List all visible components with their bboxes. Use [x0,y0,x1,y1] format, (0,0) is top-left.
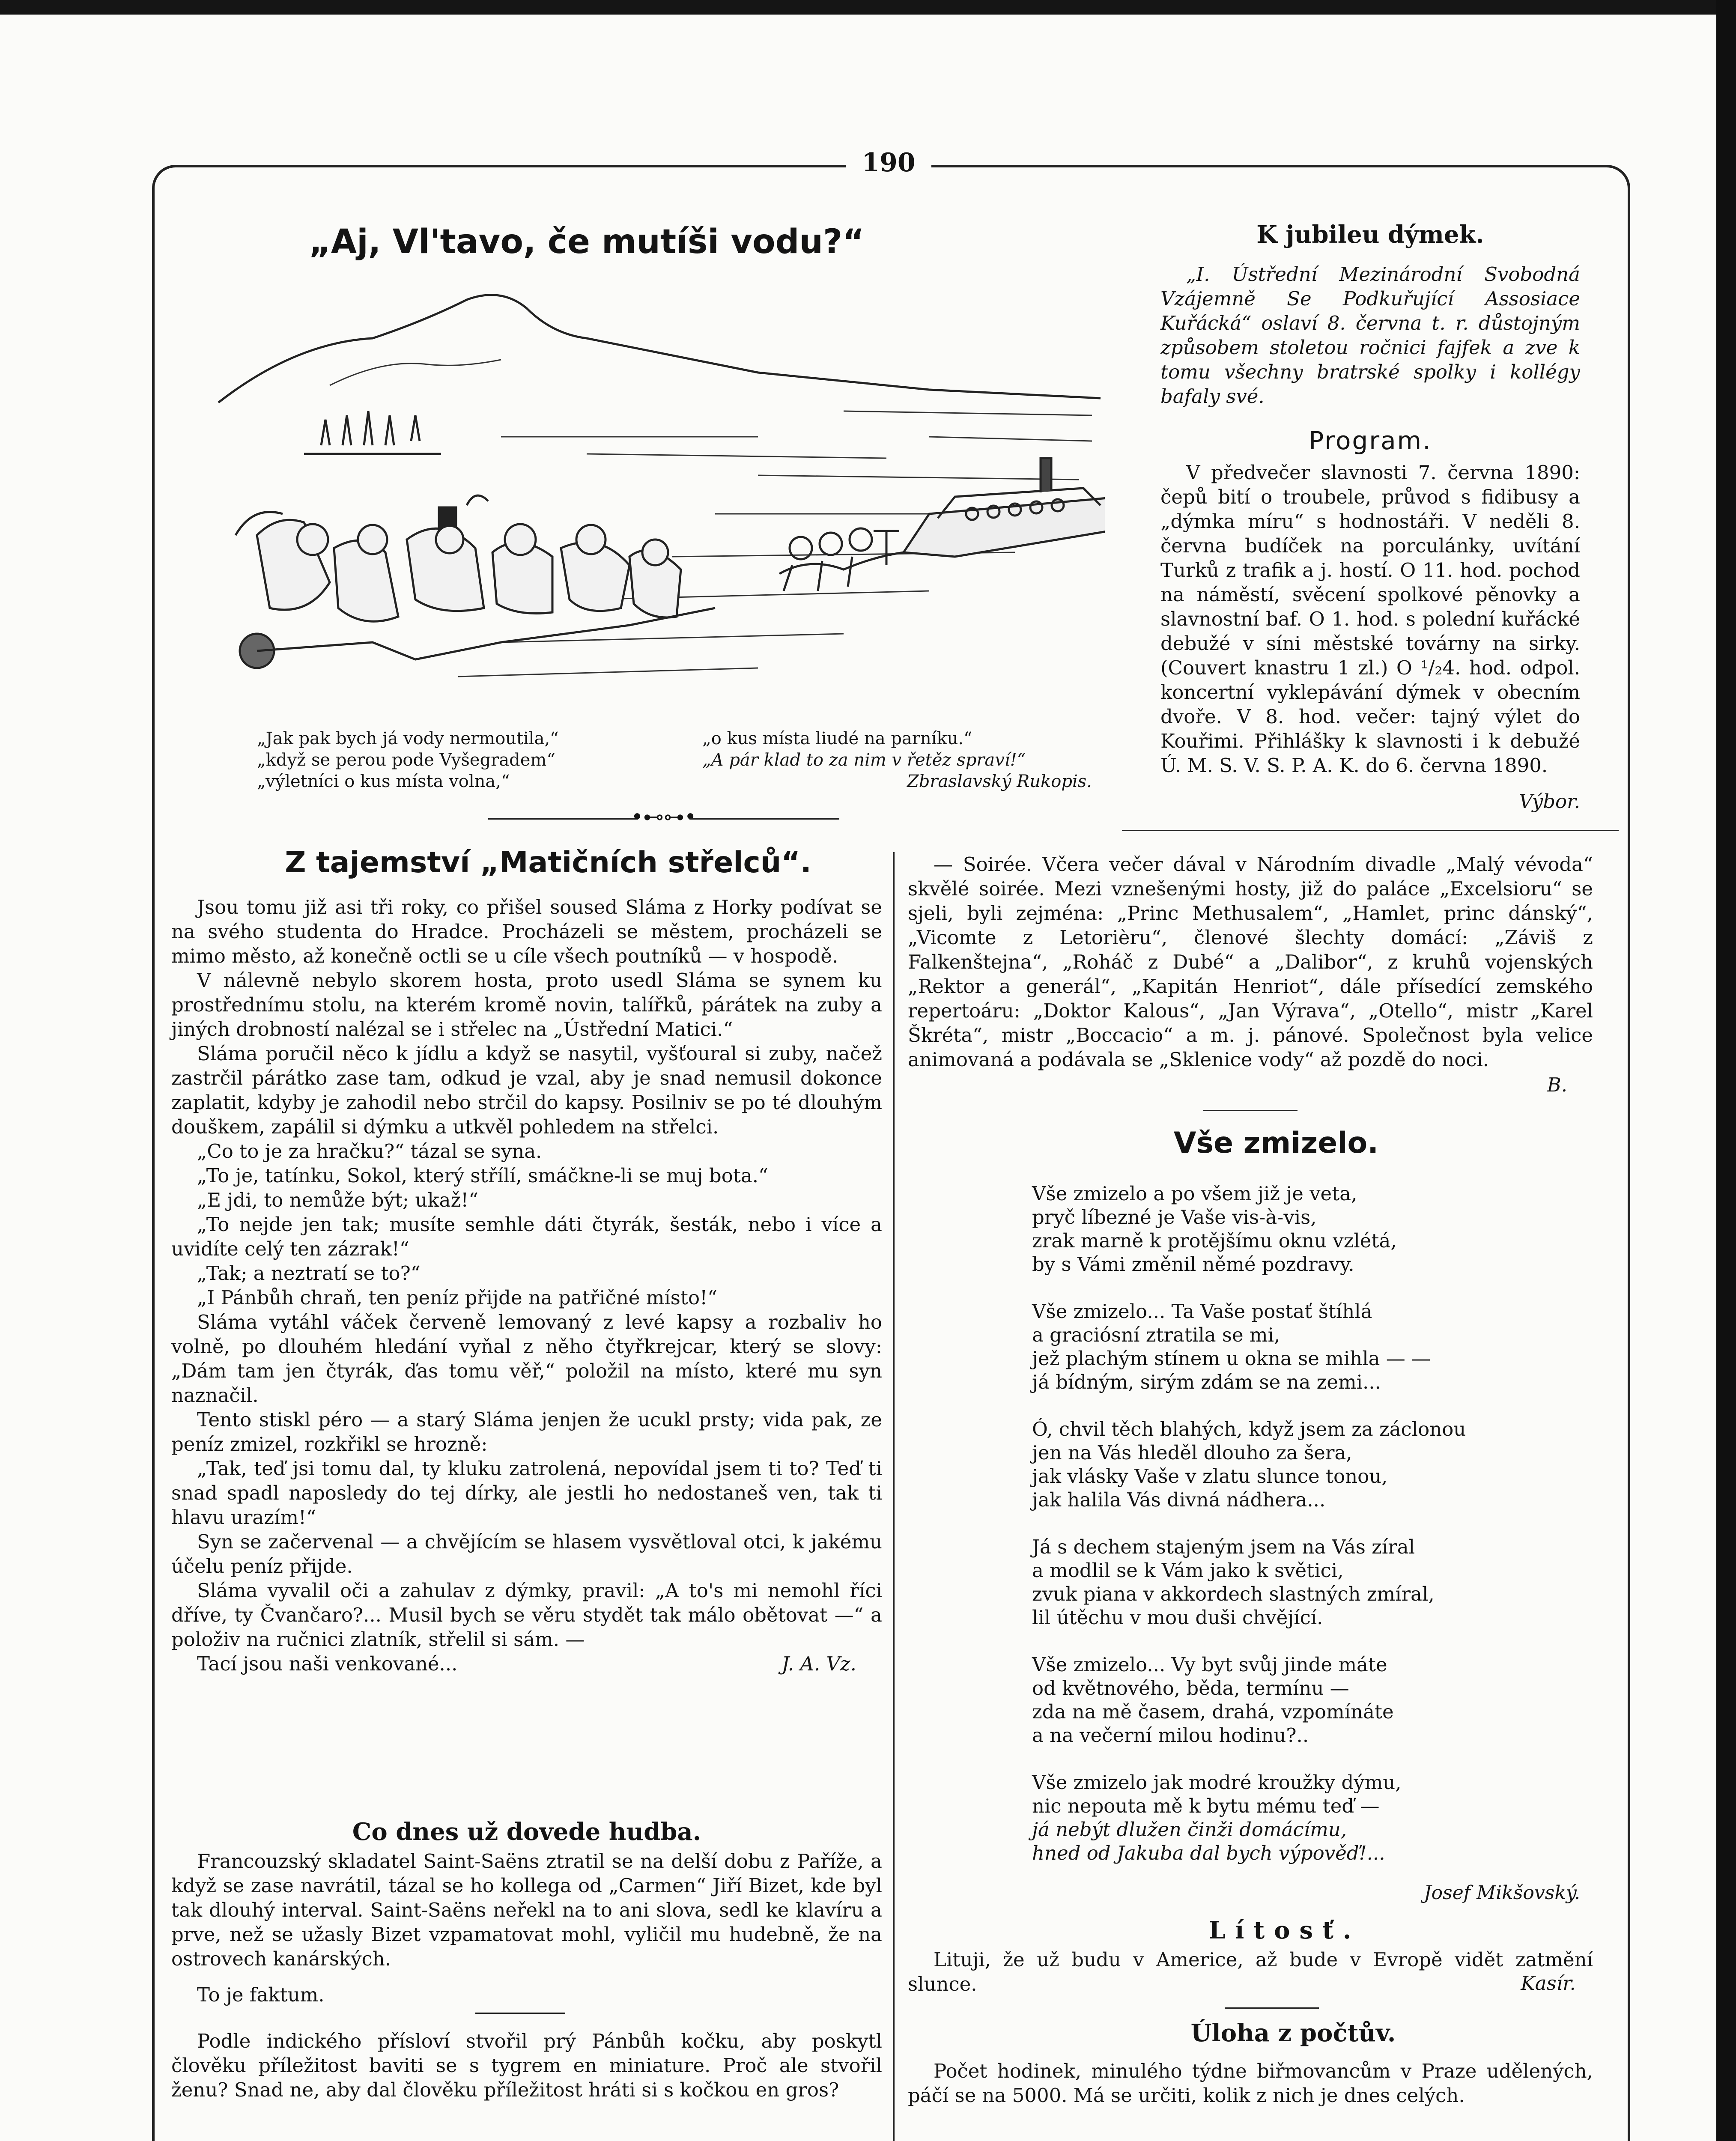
strelci-paragraph: Tento stiskl péro — a starý Sláma jenjen že ucukl prsty; vida pak, ze peníz zmizel, rozkřikl se hrozně: [171,1408,882,1455]
program-heading: Program. [1309,426,1432,455]
factory-chimneys [304,411,441,454]
poem-line: Vše zmizelo... Ta Vaše postať štíhlá [1032,1300,1372,1323]
uloha-text: Počet hodinek, minulého týdne biřmovancům v Praze udělených, páčí se na 5000. Má se určiti, kolik z nich je dnes celých. [908,2060,1593,2107]
poem-line: zvuk piana v akkordech slastných zmíral, [1032,1583,1435,1605]
uloha-title: Úloha z počtův. [1190,2019,1396,2047]
poem-line: by s Vámi změnil němé pozdravy. [1032,1253,1354,1276]
poem-line: Já s dechem stajeným jsem na Vás zíral [1032,1536,1415,1558]
caption-source: Zbraslavský Rukopis. [907,772,1092,791]
hudba-fact: To je faktum. [197,1983,325,2006]
short-rule [1225,2007,1319,2009]
hudba-title: Co dnes už dovede hudba. [352,1818,701,1846]
ornament-rule-left [488,818,638,820]
short-rule [1203,1110,1298,1111]
ornament-rule-right [689,818,839,820]
poem-line: jen na Vás hleděl dlouho za šera, [1032,1441,1352,1464]
strelci-paragraph: „Co to je za hračku?“ tázal se syna. [197,1140,542,1163]
caption-left-line: „výletníci o kus místa volna,“ [257,772,510,791]
zmizelo-poem [1032,1182,1546,1865]
crowd-of-excursionists [236,495,715,668]
strelci-paragraph: Syn se začervenal — a chvějícím se hlasem vysvětloval otci, k jakému účelu peníz přijde. [171,1530,882,1577]
caption-right [702,728,1092,792]
poem-line: já bídným, sirým zdám se na zemi... [1032,1371,1381,1393]
poem-stanza [1032,1771,1546,1865]
poem-line: a graciósní ztratila se mi, [1032,1324,1280,1346]
mountain-outline [218,295,1101,403]
poem-line: jak vlásky Vaše v zlatu slunce tonou, [1032,1465,1388,1488]
top-right-rule [1122,830,1619,831]
hill-outline [330,360,501,385]
caption-right-line: „A pár klad to za nim v řetěz spraví!“ [702,750,1026,770]
short-rule [475,2013,565,2014]
scan-edge-right [1716,0,1736,2141]
poem-line: Ó, chvil těch blahých, když jsem za záclonou [1032,1418,1466,1440]
poem-line: a modlil se k Vám jako k světici, [1032,1559,1344,1582]
litost-signature: Kasír. [1521,1972,1576,1995]
poem-stanza [1032,1535,1546,1629]
cartoon-title: „Aj, Vl'tavo, če mutíši vodu?“ [309,223,865,261]
strelci-closing: Tací jsou naši venkované... [197,1652,458,1675]
poem-stanza [1032,1417,1546,1512]
kocka-text: Podle indického přísloví stvořil prý Pánbůh kočku, aby poskytl člověku příležitost baviti se s tygrem en miniature. Proč ale stvořil ženu? Snad ne, aby dal člověku příležitost hráti si s kočkou en gros? [171,2030,882,2101]
crowd-on-rope [779,528,904,591]
poem-line: zrak marně k protějšímu oknu vzlétá, [1032,1229,1397,1252]
poem-line: lil útěchu v mou duši chvějící. [1032,1606,1323,1629]
steamboat [904,458,1105,557]
poem-line: nic nepouta mě k bytu mému teď — [1032,1795,1380,1817]
poem-line: Vše zmizelo... Vy byt svůj jinde máte [1032,1653,1387,1676]
scan-edge-top [0,0,1736,15]
strelci-signature: J. A. Vz. [781,1652,856,1675]
strelci-paragraph: Jsou tomu již asi tři roky, co přišel soused Sláma z Horky podívat se na svého studenta do Hradce. Procházeli se městem, procházeli se mimo město, až konečně octli se u cíle všech poutníků — v hospodě. [171,896,882,967]
litost-text: Lituji, že už budu v Americe, až bude v Evropě vidět zatmění slunce. [908,1948,1593,1995]
strelci-paragraph: Sláma poručil něco k jídlu a když se nasytil, vyšťoural si zuby, načež zastrčil párátko zase tam, odkud je vzal, aby je snad nemusil dokonce zaplatit, kdyby je zahodil nebo strčil do kapsy. Posilniv se po té dlouhým douškem, zapálil si dýmku a utkvěl pohledem na střelci. [171,1042,882,1138]
page-number: 190 [846,148,931,182]
strelci-paragraph: „Tak; a neztratí se to?“ [197,1262,421,1285]
ornament: •⊷⊶• [631,805,697,829]
strelci-paragraph: „Tak, teď jsi tomu dal, ty kluku zatrolená, nepovídal jsem ti to? Teď ti snad spadl naposledy do tej dírky, ale jestli ho nedostaneš ven, tak ti hlavu urazím!“ [171,1457,882,1529]
poem-line: a na večerní milou hodinu?.. [1032,1724,1309,1747]
strelci-paragraph: V nálevně nebylo skorem hosta, proto usedl Sláma se synem ku prostřednímu stolu, na kterém kromě novin, talířků, párátek na zuby a jiných drobností nalézal se i střelec na „Ústřední Matici.“ [171,969,882,1041]
poem-line: pryč líbezné je Vaše vis-à-vis, [1032,1206,1317,1229]
caption-left-line: „Jak pak bych já vody nermoutila,“ [257,729,559,748]
jubileum-signature: Výbor. [1519,790,1580,813]
column-divider [893,852,895,2141]
jubileum-title: K jubileu dýmek. [1256,221,1484,249]
strelci-paragraph: „To je, tatínku, Sokol, který střílí, smáčkne-li se muj bota.“ [197,1164,769,1187]
poem-stanza [1032,1653,1546,1747]
jubileum-intro: „I. Ústřední Mezinárodní Svobodná Vzájemně Se Podkuřující Assosiace Kuřácká“ oslaví 8. června t. r. důstojným způsobem stoletou ročnici fajfek a zve k tomu všechny bratrské spolky i kollégy bafaly své. [1160,263,1580,408]
caption-left-line: „když se perou pode Vyšegradem“ [257,750,555,770]
poem-stanza [1032,1182,1546,1276]
poem-line: hned od Jakuba dal bych výpověď!... [1032,1842,1385,1864]
program-text: V předvečer slavnosti 7. června 1890: čepů bití o troubele, průvod s fidibusy a „dýmka míru“ s hodnostáři. V neděli 8. června budíček na porculánky, uvítání Turků z trafik a j. hostí. O 11. hod. pochod na náměstí, svěcení spolkové pěnovky a slavnostní baf. O 1. hod. s polední kuřácké debužé v síni městské továrny na sirky. (Couvert knastru 1 zl.) O ¹/₂4. hod. odpol. koncertní vyklepávání dýmek v obecním dvoře. V 8. hod. večer: tajný výlet do Kouřimi. Přihlášky k slavnosti i k debužé Ú. M. S. V. S. P. A. K. do 6. června 1890. [1160,461,1580,777]
strelci-paragraph: „To nejde jen tak; musíte semhle dáti čtyrák, šesták, nebo i více a uvidíte celý ten zázrak!“ [171,1213,882,1260]
litost-title: Lítosť. [1208,1916,1361,1944]
zmizelo-signature: Josef Mikšovský. [1424,1882,1580,1904]
cartoon-illustration [201,274,1105,711]
poem-line: od květnového, běda, termínu — [1032,1677,1349,1700]
strelci-paragraph: Sláma vytáhl váček červeně lemovaný z levé kapsy a rozbaliv ho volně, po dlouhém hledání vyňal z něho čtyřkrejcar, který se slovy: „Dám tam jen čtyrák, ďas tomu věř,“ položil na místo, které mu syn naznačil. [171,1311,882,1407]
caption-left [257,728,642,792]
strelci-paragraph: Sláma vyvalil oči a zahulav z dýmky, pravil: „A to's mi nemohl říci dříve, ty Čvančaro?... Musil bych se věru stydět tak málo obětovat —“ a položiv na ručnici zlatník, střelil si sám. — [171,1579,882,1651]
strelci-title: Z tajemství „Matičních střelců“. [285,846,811,880]
strelci-closing-line [171,1652,882,1676]
zmizelo-title: Vše zmizelo. [1173,1126,1379,1160]
poem-line: jež plachým stínem u okna se mihla — — [1032,1347,1431,1370]
poem-stanza [1032,1300,1546,1394]
hudba-text: Francouzský skladatel Saint-Saëns ztratil se na delší dobu z Paříže, a když se zase navrátil, tázal se ho kollega od „Carmen“ Jiří Bizet, kde byl tak dlouhý interval. Saint-Saëns neřekl na to ani slova, sedl ke klavíru a prve, než se užasly Bizet vzpamatovat mohl, vyličil mu hudebně, že na ostrovech kanárských. [171,1850,882,1970]
poem-line: Vše zmizelo jak modré kroužky dýmu, [1032,1771,1402,1794]
poem-line: já nebýt dlužen činži domácímu, [1032,1818,1347,1841]
poem-line: Vše zmizelo a po všem již je veta, [1032,1182,1357,1205]
soiree-text: — Soirée. Včera večer dával v Národním divadle „Malý vévoda“ skvělé soirée. Mezi vznešenými hosty, již do paláce „Excelsioru“ se sjeli, byli zejména: „Princ Methusalem“, „Hamlet, princ dánský“, „Vicomte z Letorièru“, členové šlechty domácí: „Záviš z Falkenštejna“, „Roháč z Dubé“ a „Dalibor“, z kruhů vojenských „Rektor a generál“, „Kapitán Henriot“, dále přísedící zemského repertoáru: „Doktor Kalous“, „Jan Výrava“, „Otello“, mistr „Karel Škréta“, mistr „Boccacio“ a m. j. pánové. Společnost byla velice animovaná a podávala se „Sklenice vody“ až pozdě do noci. [908,853,1593,1071]
poem-line: jak halila Vás divná nádhera... [1032,1488,1326,1511]
strelci-article [171,895,882,1676]
soiree-signature: B. [1547,1073,1567,1096]
strelci-paragraph: „I Pánbůh chraň, ten peníz přijde na patřičné místo!“ [197,1286,718,1309]
poem-line: zda na mě časem, drahá, vzpomínáte [1032,1700,1394,1723]
strelci-paragraph: „E jdi, to nemůže být; ukaž!“ [197,1189,479,1211]
caption-right-line: „o kus místa liudé na parníku.“ [702,729,972,748]
